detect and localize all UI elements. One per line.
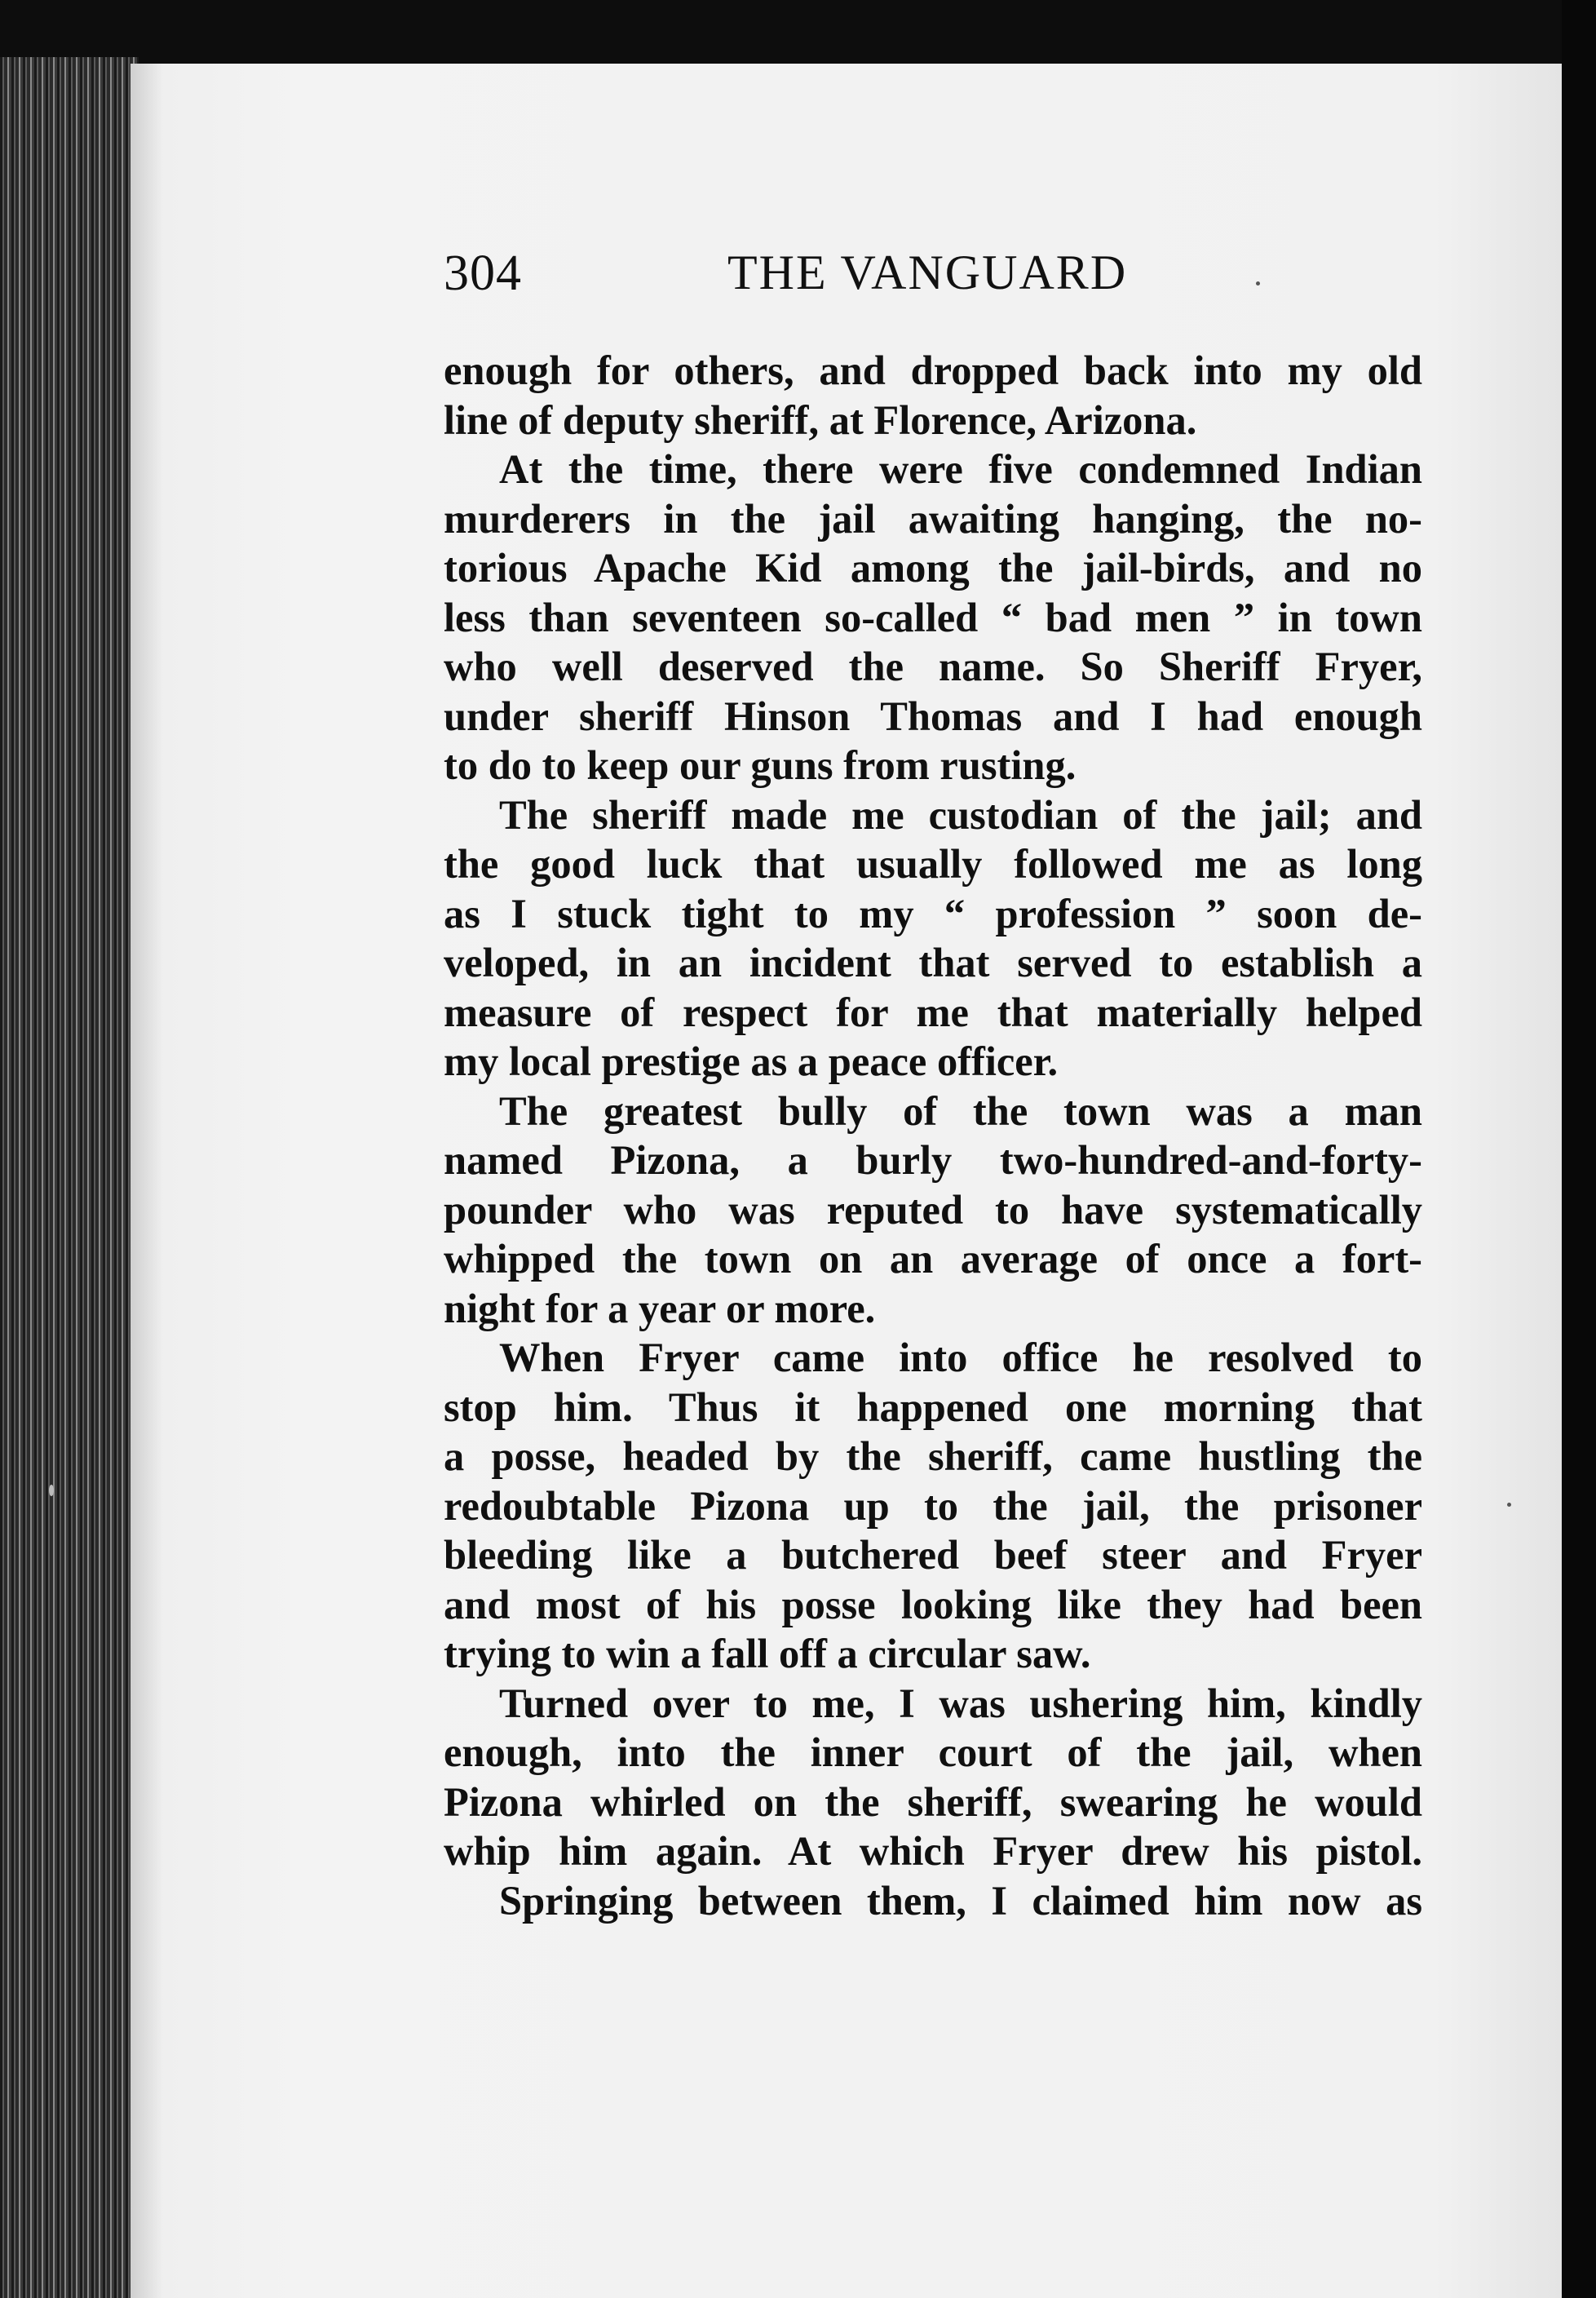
text-line: whipped the town on an average of once a fort- bbox=[444, 1236, 1422, 1282]
text-line: torious Apache Kid among the jail-birds, and no bbox=[444, 545, 1422, 591]
text-line: a posse, headed by the sheriff, came hustling the bbox=[444, 1433, 1422, 1479]
text-line: less than seventeen so-called “ bad men ” in town bbox=[444, 594, 1422, 640]
text-line: to do to keep our guns from rusting. bbox=[444, 742, 1077, 788]
text-line: Turned over to me, I was ushering him, kindly bbox=[499, 1680, 1422, 1726]
text-line: redoubtable Pizona up to the jail, the prisoner bbox=[444, 1482, 1422, 1529]
scan-speck bbox=[49, 1485, 54, 1496]
text-line: measure of respect for me that materially helped bbox=[444, 989, 1422, 1035]
text-line: stop him. Thus it happened one morning that bbox=[444, 1384, 1422, 1430]
text-line: trying to win a fall off a circular saw. bbox=[444, 1631, 1091, 1676]
text-line: who well deserved the name. So Sheriff Fryer, bbox=[444, 644, 1422, 689]
text-line: bleeding like a butchered beef steer and Fryer bbox=[444, 1532, 1422, 1578]
scan-speck bbox=[1507, 1503, 1511, 1507]
text-line: the good luck that usually followed me as long bbox=[444, 841, 1422, 887]
text-line: enough for others, and dropped back into my old bbox=[444, 348, 1422, 393]
text-line: my local prestige as a peace officer. bbox=[444, 1038, 1059, 1084]
text-line: Springing between them, I claimed him now as bbox=[499, 1877, 1422, 1924]
page-header bbox=[444, 245, 1422, 326]
text-line: The greatest bully of the town was a man bbox=[499, 1087, 1422, 1134]
text-line: When Fryer came into office he resolved to bbox=[499, 1335, 1422, 1380]
text-line: line of deputy sheriff, at Florence, Arizona. bbox=[444, 396, 1197, 443]
text-line: as I stuck tight to my “ profession ” soon de- bbox=[444, 890, 1422, 936]
text-line: under sheriff Hinson Thomas and I had enough bbox=[444, 693, 1422, 739]
text-line: night for a year or more. bbox=[444, 1285, 876, 1331]
text-line: whip him again. At which Fryer drew his pistol. bbox=[444, 1828, 1422, 1874]
text-line: The sheriff made me custodian of the jail; and bbox=[499, 791, 1422, 838]
text-line: Pizona whirled on the sheriff, swearing he would bbox=[444, 1778, 1422, 1825]
text-line: pounder who was reputed to have systematically bbox=[444, 1186, 1422, 1233]
scan-border-right bbox=[1562, 0, 1596, 2298]
text-line: and most of his posse looking like they had been bbox=[444, 1581, 1422, 1627]
text-line: enough, into the inner court of the jail, when bbox=[444, 1729, 1422, 1775]
text-line: murderers in the jail awaiting hanging, the no- bbox=[444, 495, 1422, 542]
body-text bbox=[444, 346, 1422, 1925]
text-line: At the time, there were five condemned Indian bbox=[499, 446, 1422, 492]
running-head: THE VANGUARD bbox=[727, 246, 1128, 299]
text-line: named Pizona, a burly two-hundred-and-forty- bbox=[444, 1137, 1422, 1183]
page-number: 304 bbox=[444, 246, 522, 301]
text-line: veloped, in an incident that served to establish a bbox=[444, 940, 1422, 985]
book-page-edge bbox=[0, 57, 139, 2298]
